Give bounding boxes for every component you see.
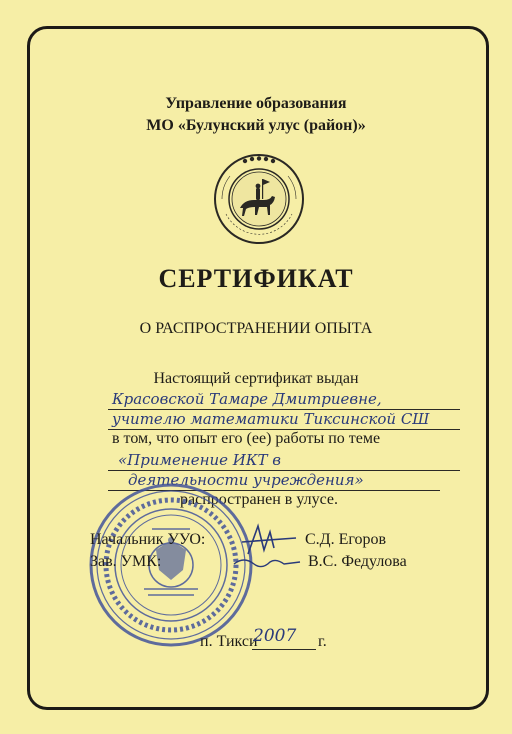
issuer-line-1: Управление образования <box>165 95 347 112</box>
signatory-name-head: С.Д. Егоров <box>305 531 387 548</box>
document-subtitle: О РАСПРОСТРАНЕНИИ ОПЫТА <box>139 320 373 337</box>
signatory-role-umk: Зав. УМК: <box>90 553 162 570</box>
recipient-name: Красовской Тамаре Дмитриевне, <box>112 390 382 408</box>
topic-label: в том, что опыт его (ее) работы по теме <box>112 430 381 447</box>
year-suffix: г. <box>318 633 327 650</box>
yakutia-coat-of-arms-icon <box>212 152 306 246</box>
year-rule <box>252 649 316 650</box>
distributed-label: распространен в улусе. <box>180 491 339 508</box>
place-label: п. Тикси <box>200 633 258 650</box>
issued-label: Настоящий сертификат выдан <box>153 370 359 387</box>
recipient-position: учителю математики Тиксинской СШ <box>112 410 430 428</box>
document-title: СЕРТИФИКАТ <box>158 264 354 293</box>
signatory-role-head: Начальник УУО: <box>90 531 206 548</box>
topic-text-1: «Применение ИКТ в <box>118 451 281 469</box>
year-handwritten: 2007 <box>253 626 297 646</box>
topic-text-2: деятельности учреждения» <box>128 471 364 489</box>
signature-umk-icon <box>232 552 302 572</box>
signatory-name-umk: В.С. Федулова <box>308 553 407 570</box>
issuer-line-2: МО «Булунский улус (район)» <box>146 117 366 134</box>
